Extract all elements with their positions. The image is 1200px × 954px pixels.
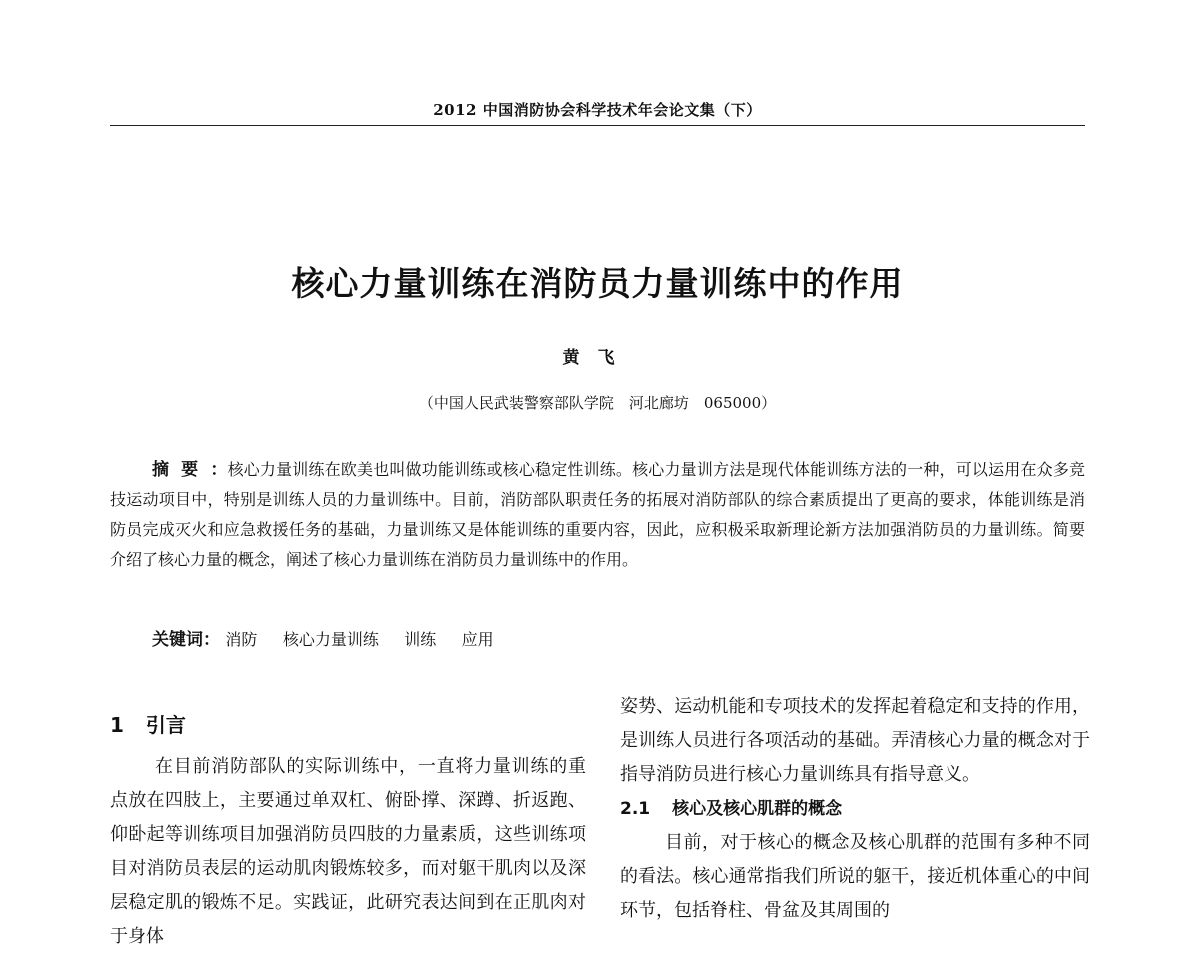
keyword-item: 训练 bbox=[404, 630, 437, 649]
section-heading bbox=[110, 708, 586, 742]
abstract-label: 摘要 bbox=[152, 460, 211, 480]
keyword-item: 应用 bbox=[461, 630, 494, 649]
keyword-item: 核心力量训练 bbox=[282, 630, 379, 649]
keywords bbox=[152, 627, 1082, 653]
running-head: 2012 中国消防协会科学技术年会论文集（下） bbox=[433, 101, 762, 119]
subsection-heading bbox=[620, 792, 1090, 826]
abstract bbox=[110, 455, 1085, 575]
right-column bbox=[620, 690, 1090, 928]
section-title: 引言 bbox=[145, 713, 186, 737]
abstract-colon: ： bbox=[210, 460, 228, 480]
author-name: 黄飞 bbox=[562, 348, 633, 368]
subsection-title: 核心及核心肌群的概念 bbox=[672, 799, 843, 819]
paper-title: 核心力量训练在消防员力量训练中的作用 bbox=[291, 264, 904, 303]
left-column bbox=[110, 690, 586, 954]
header-rule bbox=[110, 125, 1085, 126]
keywords-label: 关键词： bbox=[152, 630, 220, 650]
keyword-item: 消防 bbox=[225, 630, 258, 649]
body-paragraph: 在目前消防部队的实际训练中，一直将力量训练的重点放在四肢上，主要通过单双杠、俯卧撑、深蹲、折返跑、仰卧起等训练项目加强消防员四肢的力量素质，这些训练项目对消防员表层的运动肌肉锻炼较多，而对躯干肌肉以及深层稳定肌的锻炼不足。实践证，此研究表达间到在正肌肉对于身体 bbox=[110, 756, 586, 947]
author-affiliation: （中国人民武装警察部队学院 河北廊坊 065000） bbox=[418, 394, 777, 412]
body-paragraph: 目前，对于核心的概念及核心肌群的范围有多种不同的看法。核心通常指我们所说的躯干，接近机体重心的中间环节，包括脊柱、骨盆及其周围的 bbox=[620, 832, 1090, 921]
abstract-text: 核心力量训练在欧美也叫做功能训练或核心稳定性训练。核心力量训方法是现代体能训练方法的一种，可以运用在众多竞技运动项目中，特别是训练人员的力量训练中。目前，消防部队职责任务的拓展对消防部队的综合素质提出了更高的要求，体能训练是消防员完成灭火和应急救援任务的基础，力量训练又是体能训练的重要内容，因此，应积极采取新理论新方法加强消防员的力量训练。简要介绍了核心力量的概念，阐述了核心力量训练在消防员力量训练中的作用。 bbox=[110, 460, 1086, 569]
section-number: 1 bbox=[110, 713, 124, 737]
body-paragraph-continued: 姿势、运动机能和专项技术的发挥起着稳定和支持的作用，是训练人员进行各项活动的基础。弄清核心力量的概念对于指导消防员进行核心力量训练具有指导意义。 bbox=[620, 696, 1090, 785]
subsection-number: 2.1 bbox=[620, 799, 651, 819]
